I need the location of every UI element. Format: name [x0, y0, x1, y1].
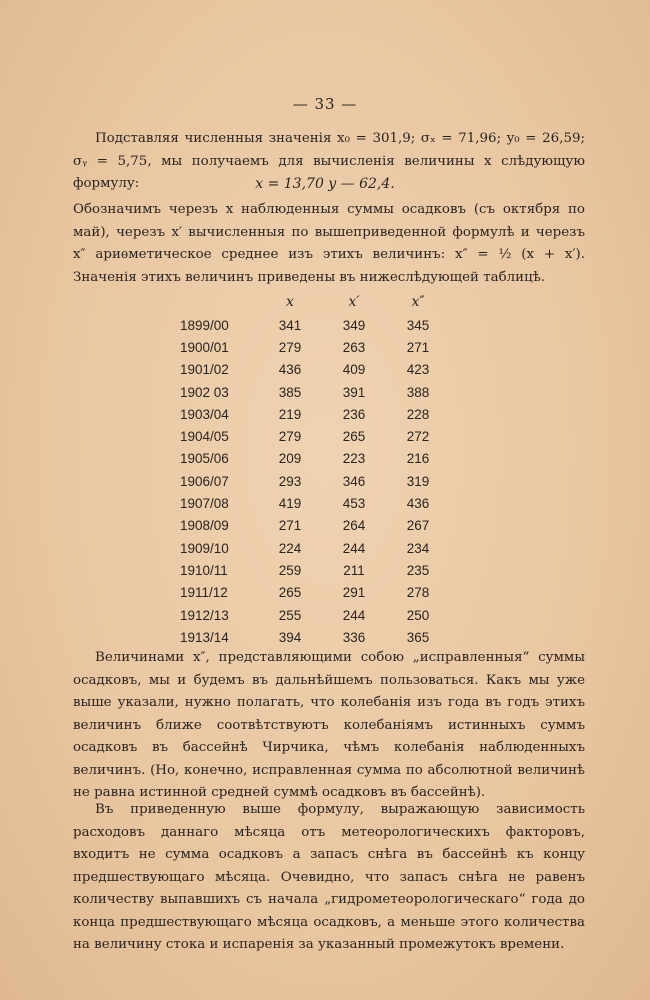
- year-cell: 1900/01: [180, 339, 229, 355]
- x-double-prime-cell: 271: [406, 339, 430, 355]
- year-cell: 1908/09: [180, 518, 229, 534]
- x-cell: 255: [278, 607, 302, 623]
- year-cell: 1904/05: [180, 429, 229, 445]
- year-cell: 1913/14: [180, 629, 229, 645]
- year-cell: 1911/12: [180, 585, 228, 601]
- year-cell: 1910/11: [180, 562, 228, 578]
- x-prime-cell: 336: [342, 629, 366, 645]
- x-cell: 436: [278, 362, 302, 378]
- table-row: [180, 314, 450, 336]
- x-cell: 279: [278, 429, 302, 445]
- year-cell: 1903/04: [180, 406, 229, 422]
- header-x-double-prime: x″: [411, 294, 425, 310]
- x-double-prime-cell: 234: [406, 540, 430, 556]
- table-row: [180, 381, 450, 403]
- table-row: [180, 359, 450, 381]
- x-double-prime-cell: 235: [406, 562, 430, 578]
- table-row: [180, 626, 450, 648]
- table-row: [180, 448, 450, 470]
- x-prime-cell: 244: [342, 607, 366, 623]
- x-prime-cell: 265: [342, 429, 366, 445]
- precipitation-table: [180, 290, 450, 648]
- table-row: [180, 537, 450, 559]
- paragraph-snow-storage: Въ приведенную выше формулу, выражающую зависимость расходовъ даннаго мѣсяца отъ метеорологическихъ факторовъ, входитъ не сумма осадковъ а запасъ снѣга въ бассейнѣ къ концу предшествующаго мѣсяца. Очевидно, что запасъ снѣга не равенъ количеству выпавшихъ съ начала „гидрометеорологическаго“ года до конца предшествующаго мѣсяца осадковъ, а меньше этого количества на величину стока и испаренія за указанный промежутокъ времени.: [73, 802, 585, 952]
- year-cell: 1899/00: [180, 317, 229, 333]
- x-cell: 341: [278, 317, 302, 333]
- x-cell: 224: [278, 540, 302, 556]
- year-cell: 1912/13: [180, 607, 229, 623]
- paragraph-corrected-sums: Величинами x″, представляющими собою „исправленныя“ суммы осадковъ, мы и будемъ въ дальнѣйшемъ пользоваться. Какъ мы уже выше указали, нужно полагать, что колебанія изъ года въ годъ этихъ величинъ ближе соотвѣтствуютъ колебаніямъ истинныхъ суммъ осадковъ въ бассейнѣ Чирчика, чѣмъ колебанія наблюденныхъ величинъ. (Но, конечно, исправленная сумма по абсолютной величинѣ не равна истинной средней суммѣ осадковъ въ бассейнѣ).: [73, 650, 585, 800]
- table-row: [180, 582, 450, 604]
- x-double-prime-cell: 436: [406, 496, 430, 512]
- x-double-prime-cell: 365: [406, 629, 430, 645]
- year-cell: 1909/10: [180, 540, 229, 556]
- x-prime-cell: 349: [342, 317, 366, 333]
- x-double-prime-cell: 250: [406, 607, 430, 623]
- table-row: [180, 470, 450, 492]
- x-prime-cell: 211: [343, 562, 365, 578]
- table-row: [180, 425, 450, 447]
- year-cell: 1901/02: [180, 362, 229, 378]
- table-row: [180, 403, 450, 425]
- table-row: [180, 515, 450, 537]
- x-prime-cell: 409: [342, 362, 366, 378]
- table-row: [180, 559, 450, 581]
- x-double-prime-cell: 319: [406, 473, 430, 489]
- x-prime-cell: 391: [342, 384, 366, 400]
- year-cell: 1907/08: [180, 496, 229, 512]
- table-row: [180, 604, 450, 626]
- x-cell: 279: [278, 339, 302, 355]
- x-prime-cell: 346: [342, 473, 366, 489]
- header-year: [180, 290, 258, 314]
- x-prime-cell: 453: [342, 496, 366, 512]
- table-row: [180, 336, 450, 358]
- x-cell: 209: [278, 451, 302, 467]
- x-cell: 419: [278, 496, 302, 512]
- x-cell: 265: [278, 585, 302, 601]
- x-prime-cell: 263: [342, 339, 366, 355]
- x-cell: 394: [278, 629, 302, 645]
- x-double-prime-cell: 272: [406, 429, 430, 445]
- x-double-prime-cell: 216: [406, 451, 430, 467]
- table-header-row: [180, 290, 450, 314]
- x-prime-cell: 291: [342, 585, 366, 601]
- page-number: — 33 —: [292, 95, 358, 113]
- header-x: x: [286, 294, 294, 310]
- x-double-prime-cell: 267: [406, 518, 430, 534]
- x-cell: 219: [278, 406, 302, 422]
- x-double-prime-cell: 228: [406, 406, 430, 422]
- year-cell: 1906/07: [180, 473, 229, 489]
- x-prime-cell: 244: [342, 540, 366, 556]
- year-cell: 1905/06: [180, 451, 229, 467]
- year-cell: 1902 03: [180, 384, 229, 400]
- x-double-prime-cell: 278: [406, 585, 430, 601]
- x-prime-cell: 223: [342, 451, 366, 467]
- x-cell: 259: [278, 562, 302, 578]
- paragraph-notation: Обозначимъ черезъ x наблюденныя суммы осадковъ (съ октября по май), черезъ x′ вычисленныя по вышеприведенной формулѣ и черезъ x″ ариѳметическое среднее изъ этихъ величинъ: x″ = ½ (x + x′). Значенія этихъ величинъ приведены въ нижеслѣдующей таблицѣ.: [73, 202, 585, 285]
- table-row: [180, 492, 450, 514]
- x-double-prime-cell: 345: [406, 317, 430, 333]
- regression-formula: x = 13,70 y — 62,4.: [255, 176, 395, 192]
- x-double-prime-cell: 388: [406, 384, 430, 400]
- x-double-prime-cell: 423: [406, 362, 430, 378]
- header-x-prime: x′: [348, 294, 360, 310]
- x-prime-cell: 264: [342, 518, 366, 534]
- paragraph-substitution: Подставляя численныя значенія x₀ = 301,9; σₓ = 71,96; y₀ = 26,59; σᵧ = 5,75, мы получаемъ для вычисленія величины x слѣдующую формулу:: [73, 131, 585, 191]
- x-prime-cell: 236: [342, 406, 366, 422]
- x-cell: 293: [278, 473, 302, 489]
- x-cell: 385: [278, 384, 302, 400]
- x-cell: 271: [278, 518, 302, 534]
